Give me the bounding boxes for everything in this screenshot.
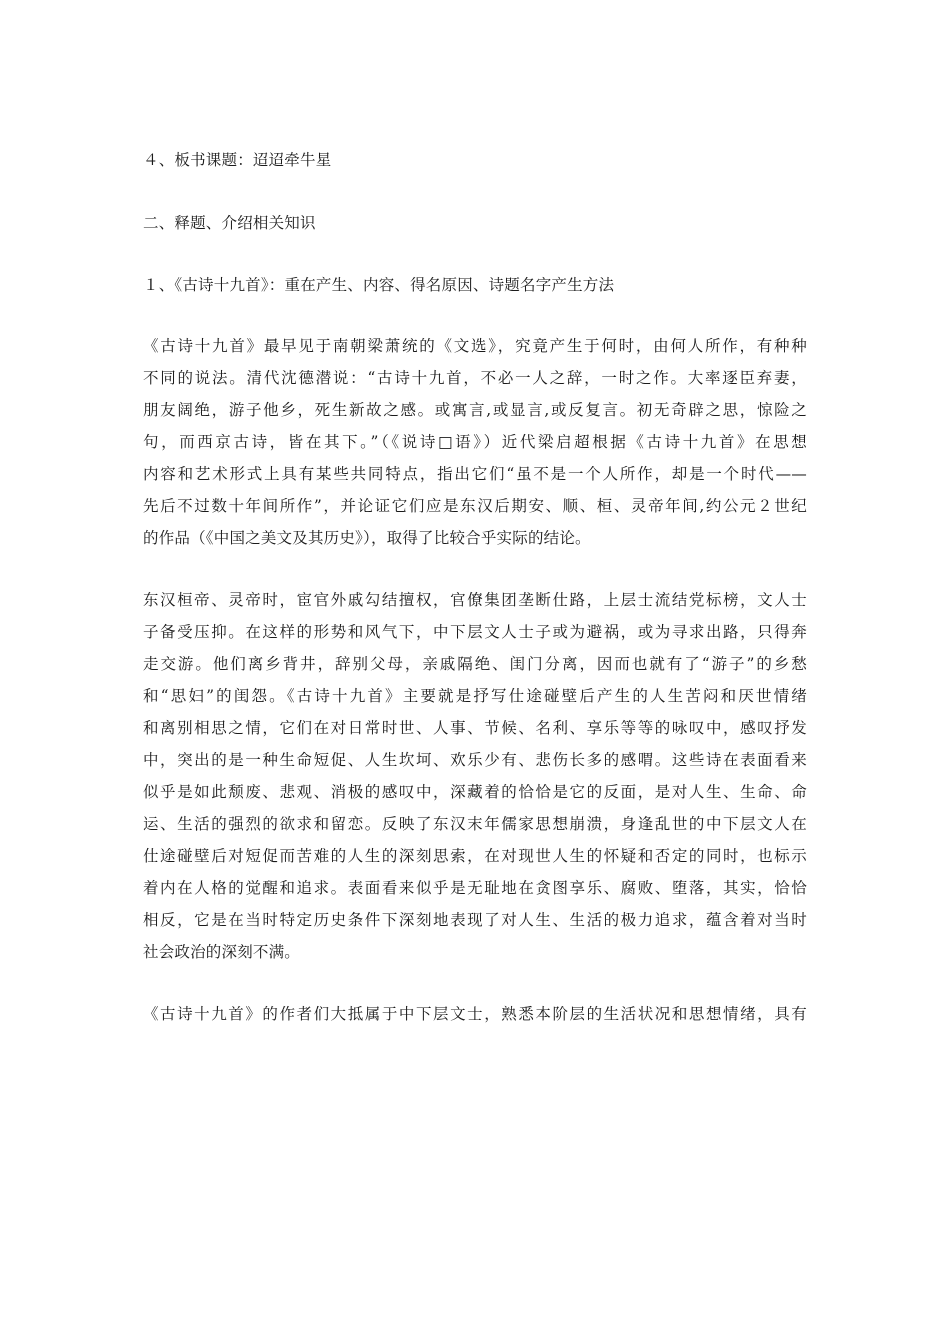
paragraph-2-line: 和“思妇”的闺怨。《古诗十九首》主要就是抒写仕途碰壁后产生的人生苦闷和厌世情绪 xyxy=(143,687,807,705)
paragraph-2-line: 仕途碰壁后对短促而苦难的人生的深刻思索，在对现世人生的怀疑和否定的同时，也标示 xyxy=(143,847,807,865)
paragraph-2-line: 子备受压抑。在这样的形势和风气下，中下层文人士子或为避祸，或为寻求出路，只得奔 xyxy=(143,623,807,641)
paragraph-2-line: 着内在人格的觉醒和追求。表面看来似乎是无耻地在贪图享乐、腐败、堕落，其实，恰恰 xyxy=(143,879,807,897)
paragraph-2-line: 运、生活的强烈的欲求和留恋。反映了东汉末年儒家思想崩溃，身逢乱世的中下层文人在 xyxy=(143,815,807,833)
paragraph-2-line: 东汉桓帝、灵帝时，宦官外戚勾结擅权，官僚集团垄断仕路，上层士流结党标榜，文人士 xyxy=(143,591,807,609)
paragraph-1-line: 不同的说法。清代沈德潜说：“古诗十九首，不必一人之辞，一时之作。大率逐臣弃妻， xyxy=(143,369,807,387)
paragraph-1-line: 内容和艺术形式上具有某些共同特点，指出它们“虽不是一个人所作，却是一个时代—— xyxy=(143,465,807,483)
paragraph-2-line: 相反，它是在当时特定历史条件下深刻地表现了对人生、生活的极力追求，蕴含着对当时 xyxy=(143,911,807,929)
paragraph-2-line: 中，突出的是一种生命短促、人生坎坷、欢乐少有、悲伤长多的感喟。这些诗在表面看来 xyxy=(143,751,807,769)
section-heading-two: 二、释题、介绍相关知识 xyxy=(143,214,316,232)
paragraph-2-line: 走交游。他们离乡背井，辞别父母，亲戚隔绝、闺门分离，因而也就有了“游子”的乡愁 xyxy=(143,655,807,673)
paragraph-1-line: 《古诗十九首》最早见于南朝梁萧统的《文选》，究竟产生于何时，由何人所作，有种种 xyxy=(143,337,807,355)
paragraph-3-line: 《古诗十九首》的作者们大抵属于中下层文士，熟悉本阶层的生活状况和思想情绪，具有 xyxy=(143,1005,807,1023)
subsection-heading-one: １、《古诗十九首》：重在产生、内容、得名原因、诗题名字产生方法 xyxy=(143,276,615,294)
paragraph-1-line: 朋友阔绝，游子他乡，死生新故之感。或寓言,或显言,或反复言。初无奇辟之思，惊险之 xyxy=(143,401,807,419)
paragraph-2-line: 和离别相思之情，它们在对日常时世、人事、节候、名利、享乐等等的咏叹中，感叹抒发 xyxy=(143,719,807,737)
paragraph-2-line: 似乎是如此颓废、悲观、消极的感叹中，深藏着的恰恰是它的反面，是对人生、生命、命 xyxy=(143,783,807,801)
paragraph-1-line: 的作品（《中国之美文及其历史》），取得了比较合乎实际的结论。 xyxy=(143,529,591,547)
paragraph-1-line: 先后不过数十年间所作”，并论证它们应是东汉后期安、顺、桓、灵帝年间,约公元２世纪 xyxy=(143,497,807,515)
paragraph-1-line: 句，而西京古诗，皆在其下。”（《说诗□语》）近代梁启超根据《古诗十九首》在思想 xyxy=(143,433,807,451)
paragraph-2-line: 社会政治的深刻不满。 xyxy=(143,943,301,961)
heading-board-title: ４、板书课题：迢迢牵牛星 xyxy=(143,151,332,169)
